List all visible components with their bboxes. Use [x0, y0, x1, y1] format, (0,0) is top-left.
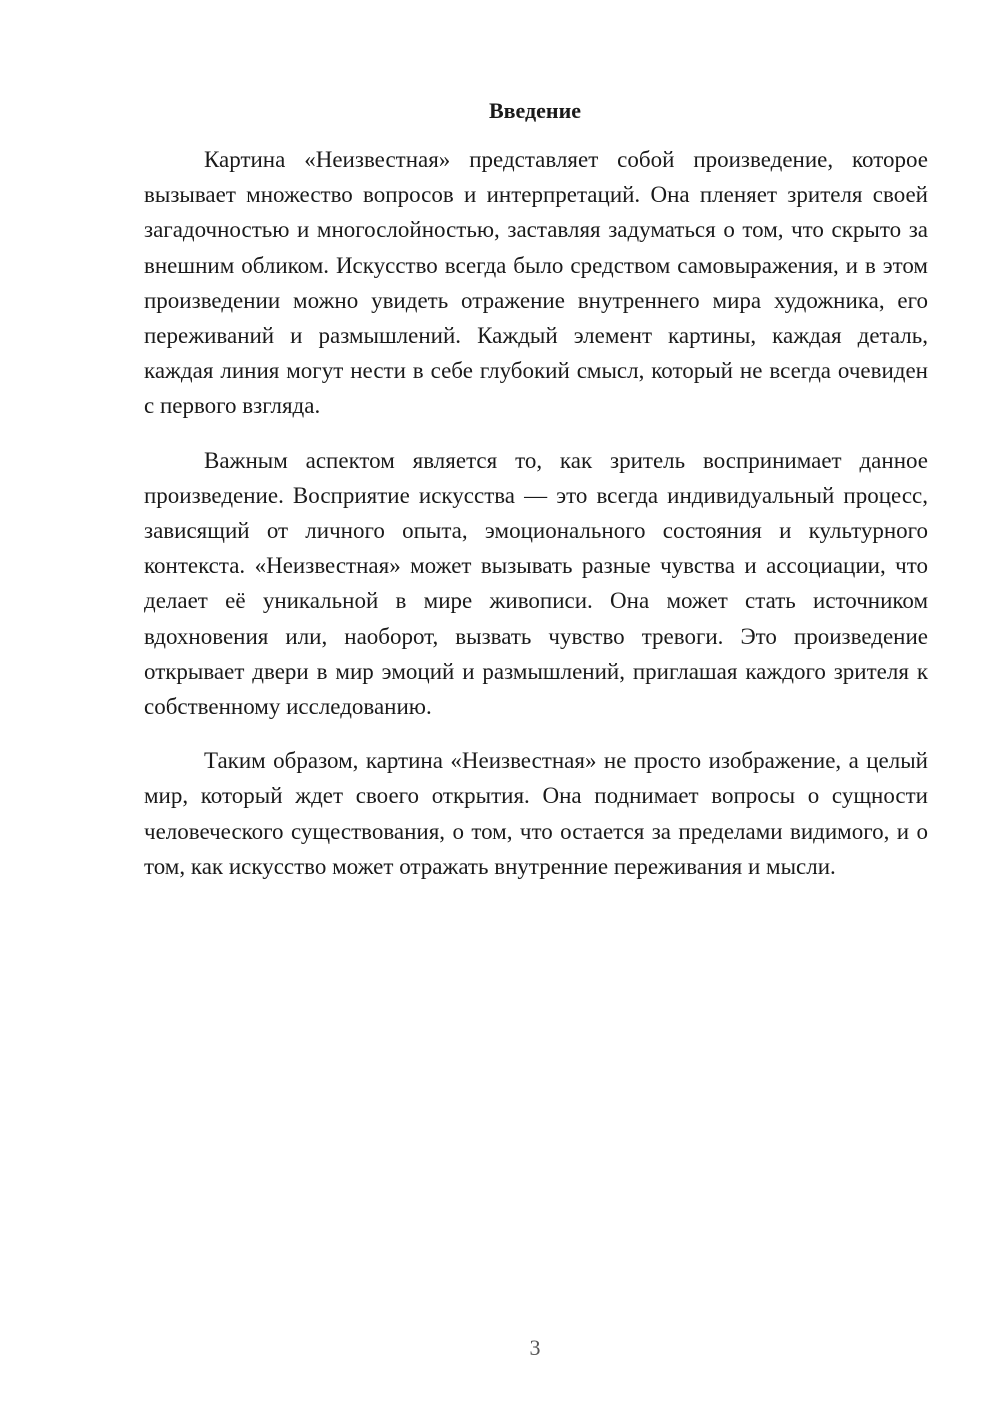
page-number: 3 [529, 1335, 541, 1360]
paragraph-3: Таким образом, картина «Неизвестная» не просто изображение, а целый мир, который ждет своего открытия. Она поднимает вопросы о сущности человеческого существования, о том, что остается за пределами видимого, и о том, как искусство может отражать внутренние переживания и мысли. [144, 748, 928, 879]
paragraph-1: Картина «Неизвестная» представляет собой произведение, которое вызывает множество вопросов и интерпретаций. Она пленяет зрителя своей загадочностью и многослойностью, заставляя задуматься о том, что скрыто за внешним обликом. Искусство всегда было средством самовыражения, и в этом произведении можно увидеть отражение внутреннего мира художника, его переживаний и размышлений. Каждый элемент картины, каждая деталь, каждая линия могут нести в себе глубокий смысл, который не всегда очевиден с первого взгляда. [144, 147, 928, 419]
paragraph-2: Важным аспектом является то, как зритель воспринимает данное произведение. Восприятие искусства — это всегда индивидуальный процесс, зависящий от личного опыта, эмоционального состояния и культурного контекста. «Неизвестная» может вызывать разные чувства и ассоциации, что делает её уникальной в мире живописи. Она может стать источником вдохновения или, наоборот, вызвать чувство тревоги. Это произведение открывает двери в мир эмоций и размышлений, приглашая каждого зрителя к собственному исследованию. [144, 447, 928, 720]
page-title: Введение [488, 98, 582, 123]
document-body [144, 142, 928, 903]
